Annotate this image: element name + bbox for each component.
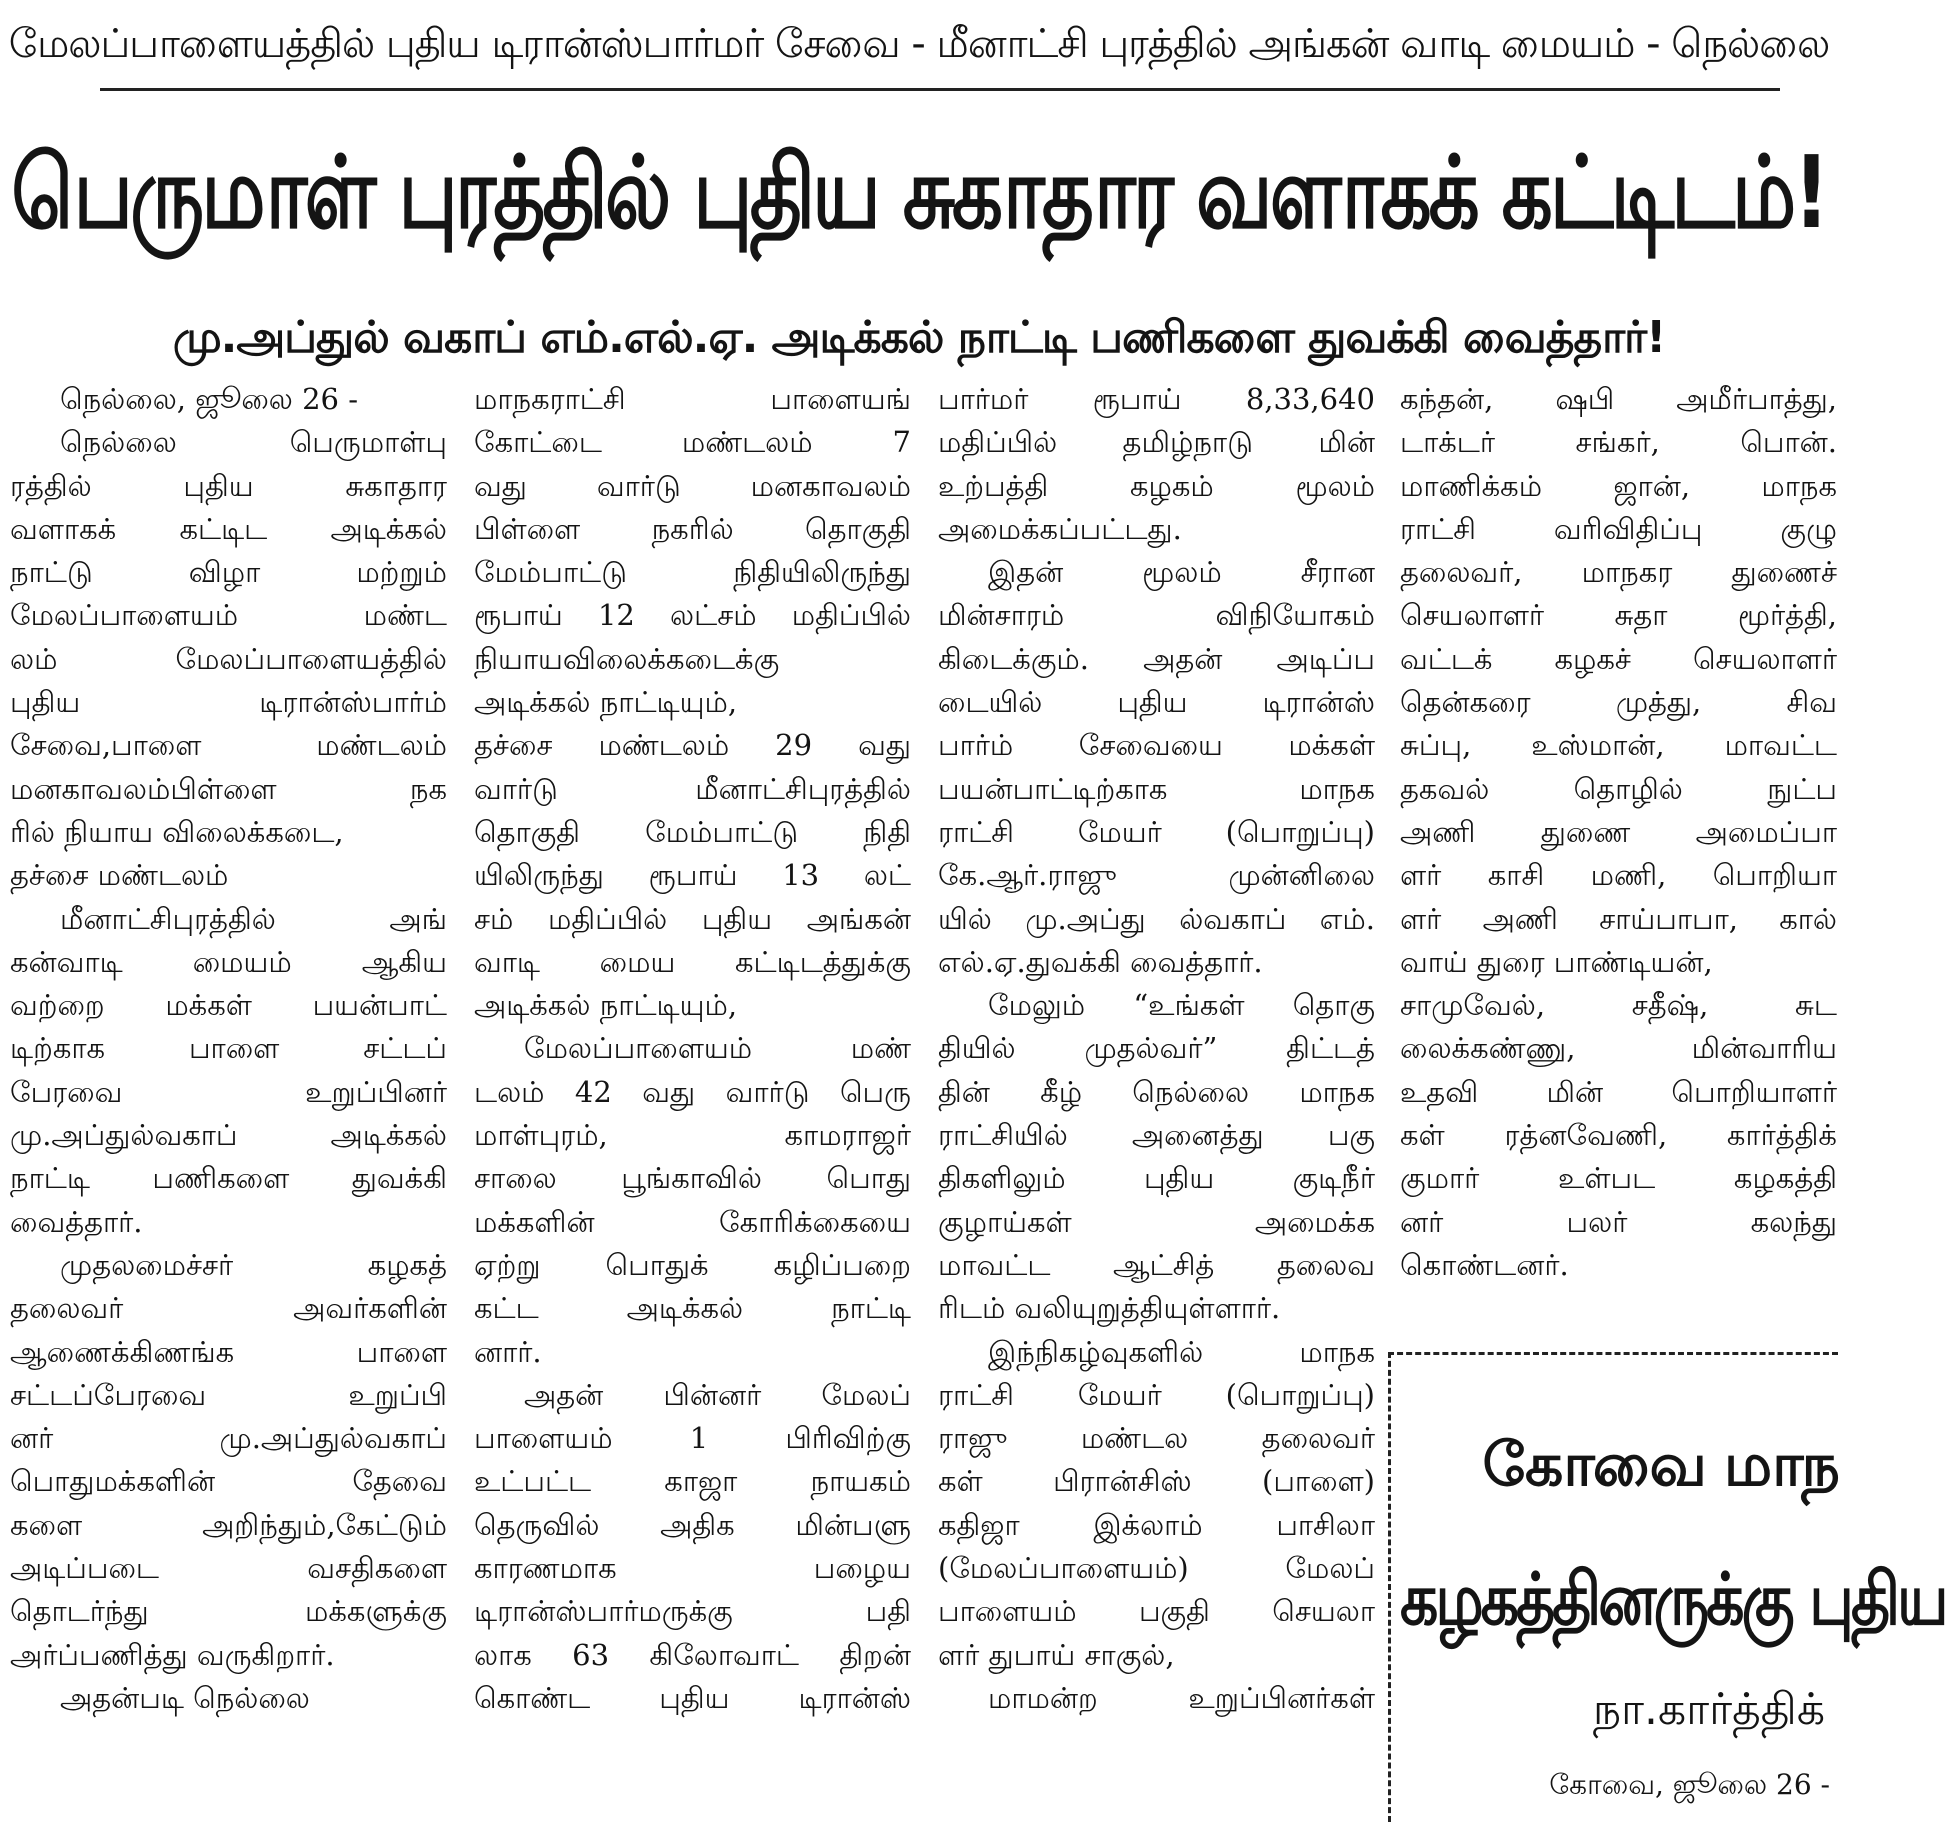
column-text-line: யிலிருந்து ரூபாய் 13 லட் — [474, 858, 911, 893]
column-text-line: தலைவர் அவர்களின் — [10, 1291, 447, 1326]
column-text-line: கதிஜா இக்லாம் பாசிலா — [938, 1507, 1375, 1542]
column-text-line: கட்ட அடிக்கல் நாட்டி — [474, 1291, 911, 1326]
article-column-4 — [1400, 378, 1837, 1287]
column-text-line: வற்றை மக்கள் பயன்பாட் — [10, 988, 447, 1023]
column-text-line: கொண்ட புதிய டிரான்ஸ் — [474, 1680, 911, 1715]
column-text-line: னார். — [474, 1334, 542, 1369]
article-column-1 — [10, 378, 447, 1720]
next-story-dateline: கோவை, ஜூலை 26 - — [1549, 1768, 1830, 1801]
column-text-line: நாட்டி பணிகளை துவக்கி — [10, 1161, 447, 1196]
column-text-line: ளர் காசி மணி, பொறியா — [1400, 858, 1837, 893]
column-text-line: நாட்டு விழா மற்றும் — [10, 555, 447, 590]
article-column-3 — [938, 378, 1375, 1720]
column-text-line: (மேலப்பாளையம்) மேலப் — [938, 1551, 1375, 1586]
column-text-line: அமைக்கப்பட்டது. — [938, 511, 1182, 546]
column-text-line: இதன் மூலம் சீரான — [988, 555, 1375, 590]
column-text-line: சுப்பு, உஸ்மான், மாவட்ட — [1400, 728, 1837, 763]
column-text-line: அடிப்படை வசதிகளை — [10, 1551, 447, 1586]
column-text-line: ரூபாய் 12 லட்சம் மதிப்பில் — [474, 598, 911, 633]
column-text-line: மேலும் “உங்கள் தொகு — [988, 988, 1375, 1023]
column-text-line: ஆணைக்கிணங்க பாளை — [10, 1334, 447, 1369]
column-text-line: பார்ம் சேவையை மக்கள் — [938, 728, 1375, 763]
column-text-line: குழாய்கள் அமைக்க — [938, 1204, 1375, 1239]
column-text-line: டலம் 42 வது வார்டு பெரு — [474, 1074, 911, 1109]
column-text-line: மாநகராட்சி பாளையங் — [474, 382, 911, 416]
column-text-line: மதிப்பில் தமிழ்நாடு மின் — [938, 425, 1375, 460]
column-text-line: நெல்லை, ஜூலை 26 - — [60, 382, 359, 416]
column-text-line: பேரவை உறுப்பினர் — [10, 1074, 447, 1109]
column-text-line: பாளையம் 1 பிரிவிற்கு — [474, 1421, 911, 1456]
column-text-line: மீனாட்சிபுரத்தில் அங் — [60, 901, 447, 936]
column-text-line: ராஜு மண்டல தலைவர் — [938, 1421, 1375, 1456]
column-text-line: மக்களின் கோரிக்கையை — [474, 1204, 911, 1239]
column-text-line: அர்ப்பணித்து வருகிறார். — [10, 1637, 335, 1672]
column-text-line: உதவி மின் பொறியாளர் — [1400, 1074, 1837, 1109]
column-text-line: பொதுமக்களின் தேவை — [10, 1464, 447, 1499]
column-text-line: கிடைக்கும். அதன் அடிப்ப — [938, 641, 1375, 676]
column-text-line: டிரான்ஸ்பார்மருக்கு பதி — [474, 1594, 911, 1629]
column-text-line: காரணமாக பழைய — [474, 1551, 911, 1586]
column-text-line: தகவல் தொழில் நுட்ப — [1400, 771, 1837, 806]
column-text-line: வாய் துரை பாண்டியன், — [1400, 944, 1713, 979]
next-story-kicker: கோவை மாந — [1482, 1430, 1838, 1500]
column-text-line: மேலப்பாளையம் மண்ட — [10, 598, 447, 633]
column-text-line: செயலாளர் சுதா மூர்த்தி, — [1400, 598, 1837, 633]
column-text-line: கொண்டனர். — [1400, 1247, 1569, 1282]
column-text-line: தின் கீழ் நெல்லை மாநக — [938, 1074, 1375, 1109]
column-text-line: வைத்தார். — [10, 1204, 143, 1239]
column-text-line: வளாகக் கட்டிட அடிக்கல் — [10, 511, 447, 546]
column-text-line: தியில் முதல்வர்” திட்டத் — [938, 1031, 1375, 1066]
column-text-line: னர் பலர் கலந்து — [1400, 1204, 1837, 1239]
column-text-line: ராட்சி மேயர் (பொறுப்பு) — [938, 814, 1375, 849]
column-text-line: லைக்கண்ணு, மின்வாரிய — [1400, 1031, 1837, 1066]
column-text-line: உட்பட்ட காஜா நாயகம் — [474, 1464, 911, 1499]
column-text-line: நியாயவிலைக்கடைக்கு — [474, 641, 780, 676]
column-text-line: அணி துணை அமைப்பா — [1400, 814, 1837, 849]
column-text-line: மு.அப்துல்வகாப் அடிக்கல் — [10, 1118, 447, 1153]
column-text-line: வாடி மைய கட்டிடத்துக்கு — [474, 944, 911, 979]
column-text-line: னர் மு.அப்துல்வகாப் — [10, 1421, 447, 1456]
column-text-line: சேவை,பாளை மண்டலம் — [10, 728, 447, 763]
column-text-line: முதலமைச்சர் கழகத் — [60, 1247, 447, 1282]
subheadline: மு.அப்துல் வகாப் எம்.எல்.ஏ. அடிக்கல் நாட்டி பணிகளை துவக்கி வைத்தார்! — [172, 312, 1666, 363]
column-text-line: கே.ஆர்.ராஜு முன்னிலை — [938, 858, 1375, 893]
column-text-line: டாக்டர் சங்கர், பொன். — [1400, 425, 1837, 460]
column-text-line: பிள்ளை நகரில் தொகுதி — [474, 511, 911, 546]
next-story-author: நா.கார்த்திக் — [1592, 1684, 1825, 1735]
column-text-line: இந்நிகழ்வுகளில் மாநக — [988, 1334, 1375, 1369]
column-text-line: சட்டப்பேரவை உறுப்பி — [10, 1377, 447, 1412]
column-text-line: அடிக்கல் நாட்டியும், — [474, 988, 738, 1023]
column-text-line: தெருவில் அதிக மின்பளு — [474, 1507, 911, 1542]
column-text-line: மின்சாரம் விநியோகம் — [938, 598, 1375, 633]
column-text-line: பார்மர் ரூபாய் 8,33,640 — [938, 382, 1375, 416]
column-text-line: சம் மதிப்பில் புதிய அங்கன் — [474, 901, 911, 936]
article-column-2 — [474, 378, 911, 1720]
column-text-line: வட்டக் கழகச் செயலாளர் — [1400, 641, 1837, 676]
column-text-line: வது வார்டு மனகாவலம் — [474, 468, 911, 503]
column-text-line: லாக 63 கிலோவாட் திறன் — [474, 1637, 911, 1672]
column-text-line: மாவட்ட ஆட்சித் தலைவ — [938, 1247, 1375, 1282]
column-text-line: தச்சை மண்டலம் — [10, 858, 229, 893]
column-text-line: மாள்புரம், காமராஜர் — [474, 1118, 911, 1153]
column-text-line: ளர் துபாய் சாகுல், — [938, 1637, 1175, 1672]
column-text-line: லம் மேலப்பாளையத்தில் — [10, 641, 447, 676]
column-text-line: கள் பிரான்சிஸ் (பாளை) — [938, 1464, 1375, 1499]
column-text-line: தொகுதி மேம்பாட்டு நிதி — [474, 814, 911, 849]
column-text-line: புதிய டிரான்ஸ்பார்ம் — [10, 685, 447, 720]
column-text-line: ராட்சி மேயர் (பொறுப்பு) — [938, 1377, 1375, 1412]
column-text-line: ராட்சி வரிவிதிப்பு குழு — [1400, 511, 1837, 546]
column-text-line: களை அறிந்தும்,கேட்டும் — [10, 1507, 447, 1542]
column-text-line: கன்வாடி மையம் ஆகிய — [10, 944, 447, 979]
column-text-line: கள் ரத்னவேணி, கார்த்திக் — [1400, 1118, 1837, 1153]
headline: பெருமாள் புரத்தில் புதிய சுகாதார வளாகக் கட்டிடம்! — [11, 134, 1827, 251]
column-text-line: பயன்பாட்டிற்காக மாநக — [938, 771, 1375, 806]
column-text-line: அடிக்கல் நாட்டியும், — [474, 685, 738, 720]
column-text-line: மேம்பாட்டு நிதியிலிருந்து — [474, 555, 911, 590]
column-text-line: கந்தன், ஷபி அமீர்பாத்து, — [1400, 382, 1837, 416]
column-text-line: ஏற்று பொதுக் கழிப்பறை — [474, 1247, 911, 1282]
column-text-line: ளர் அணி சாய்பாபா, கால் — [1400, 901, 1837, 936]
column-text-line: குமார் உள்பட கழகத்தி — [1400, 1161, 1837, 1196]
kicker-rule — [100, 88, 1780, 91]
column-text-line: அதன் பின்னர் மேலப் — [524, 1377, 911, 1412]
column-text-line: ராட்சியில் அனைத்து பகு — [938, 1118, 1375, 1153]
column-text-line: கோட்டை மண்டலம் 7 — [474, 425, 911, 460]
column-text-line: ரில் நியாய விலைக்கடை, — [10, 814, 344, 849]
column-text-line: சாலை பூங்காவில் பொது — [474, 1161, 911, 1196]
column-text-line: திகளிலும் புதிய குடிநீர் — [938, 1161, 1375, 1196]
column-text-line: மனகாவலம்பிள்ளை நக — [10, 771, 447, 806]
column-text-line: எல்.ஏ.துவக்கி வைத்தார். — [938, 944, 1263, 979]
column-text-line: ரிடம் வலியுறுத்தியுள்ளார். — [938, 1291, 1281, 1326]
column-text-line: உற்பத்தி கழகம் மூலம் — [938, 468, 1375, 503]
column-text-line: மாமன்ற உறுப்பினர்கள் — [988, 1680, 1375, 1715]
column-text-line: ரத்தில் புதிய சுகாதார — [10, 468, 447, 503]
column-text-line: பாளையம் பகுதி செயலா — [938, 1594, 1375, 1629]
column-text-line: டிற்காக பாளை சட்டப் — [10, 1031, 447, 1066]
kicker-line: மேலப்பாளையத்தில் புதிய டிரான்ஸ்பார்மர் சேவை - மீனாட்சி புரத்தில் அங்கன் வாடி மையம் - நெல்லை — [8, 21, 1830, 67]
column-text-line: நெல்லை பெருமாள்பு — [60, 425, 447, 460]
column-text-line: தொடர்ந்து மக்களுக்கு — [10, 1594, 447, 1629]
column-text-line: அதன்படி நெல்லை — [60, 1680, 310, 1715]
column-text-line: யில் மு.அப்து ல்வகாப் எம். — [938, 901, 1375, 936]
column-text-line: தென்கரை முத்து, சிவ — [1400, 685, 1837, 720]
column-text-line: டையில் புதிய டிரான்ஸ் — [938, 685, 1375, 720]
column-text-line: மேலப்பாளையம் மண் — [524, 1031, 911, 1066]
column-text-line: வார்டு மீனாட்சிபுரத்தில் — [474, 771, 911, 806]
column-text-line: தச்சை மண்டலம் 29 வது — [474, 728, 911, 763]
column-text-line: சாமுவேல், சதீஷ், சுட — [1400, 988, 1837, 1023]
column-text-line: மாணிக்கம் ஜான், மாநக — [1400, 468, 1837, 503]
next-story-headline: கழகத்தினருக்கு புதிய — [1400, 1558, 1946, 1642]
column-text-line: தலைவர், மாநகர துணைச் — [1400, 555, 1837, 590]
